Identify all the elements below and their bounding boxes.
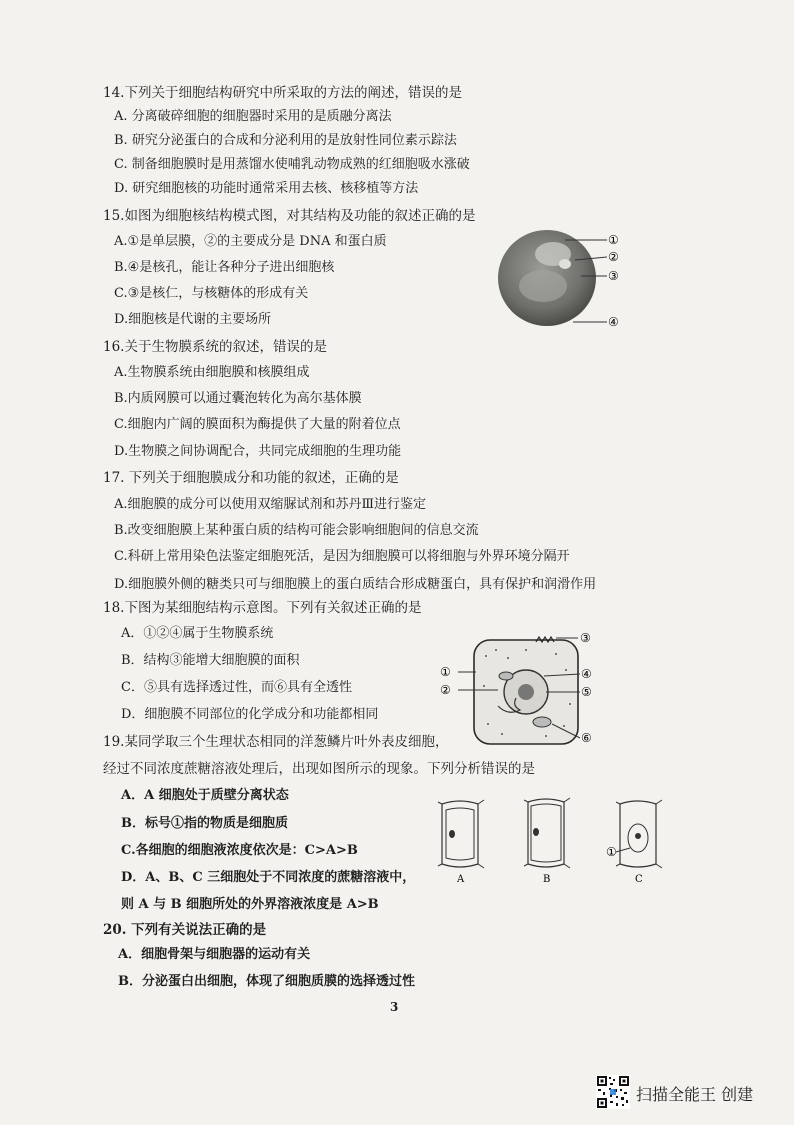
nucleus-label-2: ② — [608, 250, 619, 264]
question-15-option-d: D.细胞核是代谢的主要场所 — [114, 312, 272, 327]
onion-cell-c — [616, 800, 662, 868]
question-16-option-c: C.细胞内广阔的膜面积为酶提供了大量的附着位点 — [114, 417, 401, 432]
question-14-option-c: C. 制备细胞膜时是用蒸馏水使哺乳动物成熟的红细胞吸水涨破 — [114, 157, 470, 172]
question-19-option-b: B．标号①指的物质是细胞质 — [121, 816, 288, 831]
nuclear-spot — [559, 259, 571, 269]
question-18-option-c: C．⑤具有选择透过性，而⑥具有全透性 — [121, 680, 352, 695]
question-14-stem: 14.下列关于细胞结构研究中所采取的方法的阐述，错误的是 — [103, 85, 462, 101]
onion-cells-diagram — [430, 796, 670, 886]
question-17-stem: 17. 下列关于细胞膜成分和功能的叙述，正确的是 — [103, 470, 399, 486]
scanner-watermark — [596, 1075, 786, 1111]
cell-label-3: ③ — [580, 631, 591, 645]
question-16-option-d: D.生物膜之间协调配合，共同完成细胞的生理功能 — [114, 444, 402, 459]
question-16-option-b: B.内质网膜可以通过囊泡转化为高尔基体膜 — [114, 391, 362, 406]
question-14-option-d: D. 研究细胞核的功能时通常采用去核、核移植等方法 — [114, 181, 419, 196]
onion-marker-label: ① — [606, 845, 617, 859]
question-15-stem: 15.如图为细胞核结构模式图，对其结构及功能的叙述正确的是 — [103, 208, 476, 224]
cell-label-6: ⑥ — [581, 731, 592, 745]
question-17-option-d: D.细胞膜外侧的糖类只可与细胞膜上的蛋白质结合形成糖蛋白，具有保护和润滑作用 — [114, 577, 597, 592]
onion-label-c: C — [635, 874, 643, 885]
cell-structure-diagram — [436, 626, 596, 752]
question-17-option-c: C.科研上常用染色法鉴定细胞死活，是因为细胞膜可以将细胞与外界环境分隔开 — [114, 549, 570, 564]
onion-label-b: B — [543, 874, 551, 885]
question-19-option-a: A．A 细胞处于质壁分离状态 — [121, 788, 289, 803]
question-19-stem-line-2: 经过不同浓度蔗糖溶液处理后，出现如图所示的现象。下列分析错误的是 — [103, 761, 535, 777]
question-19-option-c: C.各细胞的细胞液浓度依次是：C>A>B — [121, 843, 358, 858]
nucleolus-shape — [518, 684, 534, 700]
cell-label-5: ⑤ — [581, 685, 592, 699]
cell-label-1: ① — [440, 665, 451, 679]
question-18-option-a: A．①②④属于生物膜系统 — [121, 626, 274, 641]
question-20-stem: 20. 下列有关说法正确的是 — [103, 922, 267, 938]
onion-label-a: A — [457, 874, 465, 885]
question-15-option-a: A.①是单层膜，②的主要成分是 DNA 和蛋白质 — [114, 234, 387, 249]
question-14-option-b: B. 研究分泌蛋白的合成和分泌利用的是放射性同位素示踪法 — [114, 133, 457, 148]
onion-cell-a — [438, 800, 484, 868]
nucleus-label-3: ③ — [608, 269, 619, 283]
mitochondrion-shape — [533, 717, 551, 727]
page-number: 3 — [390, 1000, 399, 1014]
question-16-stem: 16.关于生物膜系统的叙述，错误的是 — [103, 339, 327, 355]
golgi-shape — [499, 672, 513, 680]
question-20-option-a: A．细胞骨架与细胞器的运动有关 — [118, 947, 311, 962]
question-14-option-a: A. 分离破碎细胞的细胞器时采用的是质融分离法 — [114, 109, 392, 124]
chromatin-shape — [519, 270, 567, 302]
onion-cell-b — [524, 798, 570, 868]
scanner-app-name: 扫描全能王 创建 — [636, 1085, 754, 1104]
question-18-stem: 18.下图为某细胞结构示意图。下列有关叙述正确的是 — [103, 600, 422, 616]
nucleus-diagram — [495, 224, 625, 336]
question-16-option-a: A.生物膜系统由细胞膜和核膜组成 — [114, 365, 310, 380]
question-19-stem: 19.某同学取三个生理状态相同的洋葱鳞片叶外表皮细胞， — [103, 734, 449, 750]
qr-code-icon — [596, 1075, 630, 1109]
question-15-option-c: C.③是核仁，与核糖体的形成有关 — [114, 286, 309, 301]
question-18-option-d: D．细胞膜不同部位的化学成分和功能都相同 — [121, 707, 379, 722]
question-19-option-d: D．A、B、C 三细胞处于不同浓度的蔗糖溶液中， — [121, 870, 416, 885]
question-17-option-b: B.改变细胞膜上某种蛋白质的结构可能会影响细胞间的信息交流 — [114, 523, 479, 538]
question-17-option-a: A.细胞膜的成分可以使用双缩脲试剂和苏丹Ⅲ进行鉴定 — [114, 497, 427, 512]
question-18-option-b: B．结构③能增大细胞膜的面积 — [121, 653, 300, 668]
question-19-option-d-continued: 则 A 与 B 细胞所处的外界溶液浓度是 A>B — [121, 897, 379, 912]
nucleus-label-1: ① — [608, 233, 619, 247]
nucleus-label-4: ④ — [608, 315, 619, 329]
question-15-option-b: B.④是核孔，能让各种分子进出细胞核 — [114, 260, 335, 275]
cell-label-4: ④ — [581, 667, 592, 681]
question-20-option-b: B．分泌蛋白出细胞，体现了细胞质膜的选择透过性 — [118, 974, 415, 989]
cell-label-2: ② — [440, 683, 451, 697]
